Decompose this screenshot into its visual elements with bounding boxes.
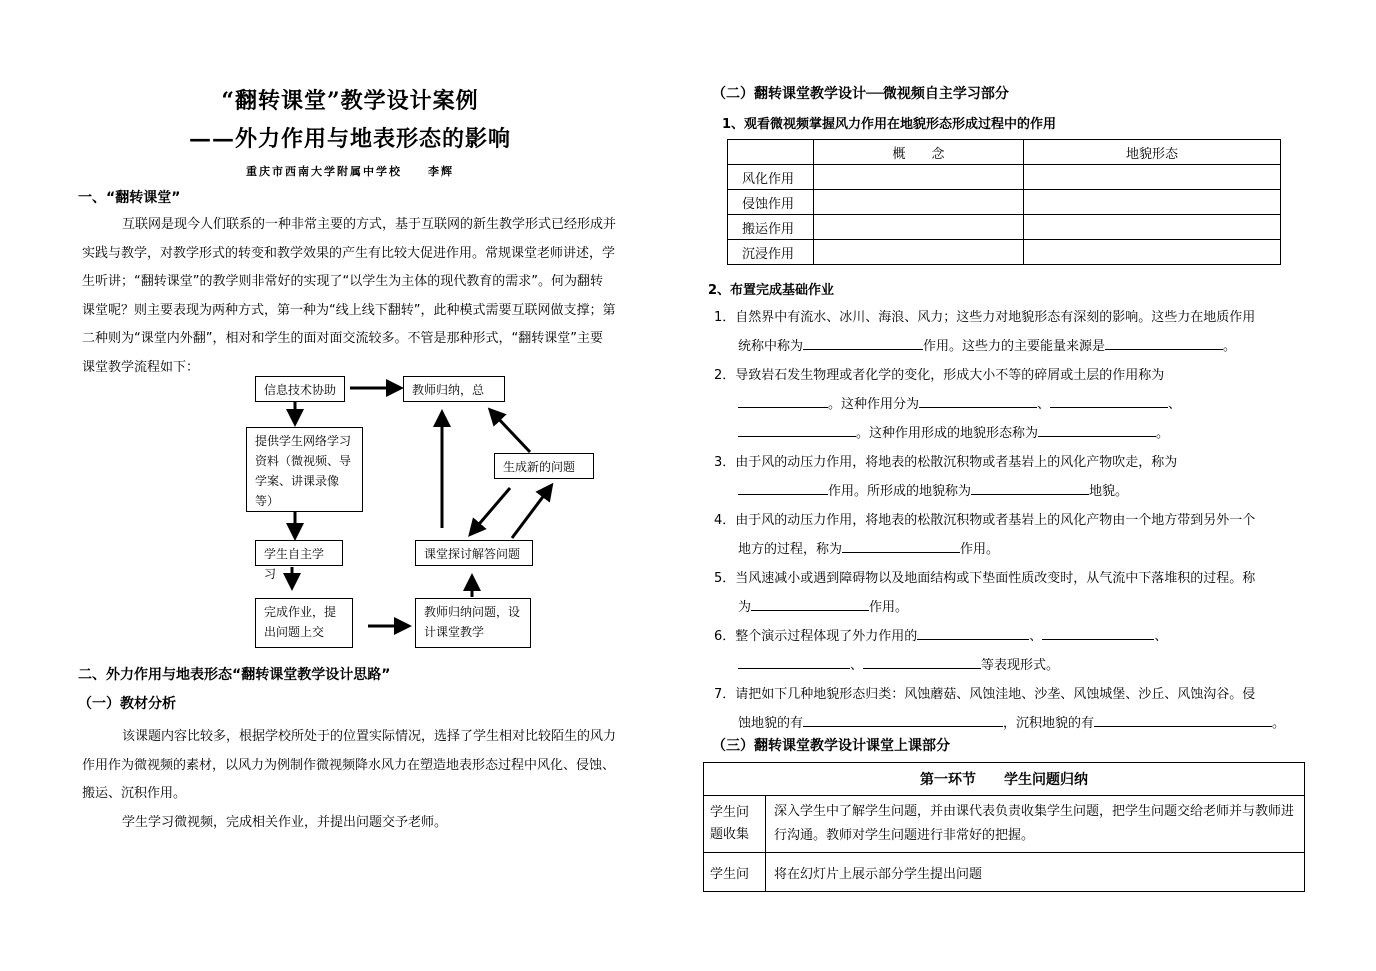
question-text: 、 [1037, 397, 1051, 412]
answer-blank[interactable] [738, 422, 856, 437]
answer-blank[interactable] [803, 712, 1003, 727]
author-line: 重庆市西南大学附属中学校 李辉 [246, 165, 454, 178]
row-content: 深入学生中了解学生问题，并由课代表负责收集学生问题，把学生问题交给老师并与教师进行沟通。教师对学生问题进行非常好的把握。 [766, 796, 1305, 853]
question-number: 1． [714, 310, 736, 325]
question-number: 3． [714, 455, 736, 470]
sub1-heading: （一）教材分析 [78, 696, 176, 712]
question-1-line2 [714, 332, 1314, 361]
question-text: 整个演示过程体现了外力作用的 [735, 629, 918, 644]
answer-blank[interactable] [842, 538, 960, 553]
row-label: 学生问题收集 [704, 796, 766, 853]
answer-blank[interactable] [1042, 625, 1154, 640]
table-row [728, 165, 1281, 190]
row-label: 学生问 [704, 853, 766, 892]
table-header-row [728, 140, 1281, 165]
exercise-list [714, 303, 1314, 738]
flow-box-self-study: 学生自主学习 [255, 540, 343, 566]
table-title-row [704, 763, 1305, 796]
item1-heading: 1、观看微视频掌握风力作用在地貌形态形成过程中的作用 [722, 117, 1057, 132]
table-row [728, 190, 1281, 215]
question-2-line3 [714, 419, 1314, 448]
question-text: 由于风的动压力作用，将地表的松散沉积物或者基岩上的风化产物由一个地方带到另外一个 [735, 513, 1256, 528]
question-3-line2 [714, 477, 1314, 506]
arrow-discussion-to-newq [512, 490, 548, 538]
question-text: 。 [1156, 426, 1170, 441]
question-5 [714, 564, 1314, 593]
section1-heading: 一、“翻转课堂” [78, 190, 181, 206]
document-subtitle: ——外力作用与地表形态的影响 [188, 126, 511, 152]
question-text: 地貌。 [1089, 484, 1129, 499]
answer-blank[interactable] [751, 596, 869, 611]
answer-blank[interactable] [919, 393, 1037, 408]
question-text: 自然界中有流水、冰川、海浪、风力；这些力对地貌形态有深刻的影响。这些力在地质作用 [735, 310, 1256, 325]
flow-box-new-questions: 生成新的问题 [494, 453, 594, 479]
question-text: 。 [1272, 716, 1286, 731]
concept-table [727, 139, 1281, 265]
flowchart [0, 0, 700, 660]
table-row [728, 240, 1281, 265]
concept-cell [814, 165, 1024, 190]
paragraph-line: 学生学习微视频，完成相关作业，并提出问题交予老师。 [122, 814, 448, 830]
question-text: 作用。这些力的主要能量来源是 [923, 339, 1106, 354]
flow-box-provide-materials: 提供学生网络学习资料（微视频、导学案、讲课录像等） [246, 427, 363, 512]
concept-cell [814, 190, 1024, 215]
concept-cell [814, 240, 1024, 265]
item2-heading: 2、布置完成基础作业 [708, 283, 835, 298]
question-text: 为 [738, 600, 752, 615]
question-4-line2 [714, 535, 1314, 564]
answer-blank[interactable] [917, 625, 1029, 640]
flow-box-info-tech: 信息技术协助 [255, 376, 345, 402]
answer-blank[interactable] [1050, 393, 1168, 408]
table-header-cell [728, 140, 814, 165]
answer-blank[interactable] [1038, 422, 1156, 437]
flow-box-teacher-design: 教师归纳问题，设计课堂教学 [415, 598, 531, 648]
row-label: 侵蚀作用 [728, 190, 814, 215]
table-row [704, 853, 1305, 892]
table-row [728, 215, 1281, 240]
concept-cell [814, 215, 1024, 240]
question-text: 作用。 [960, 542, 1000, 557]
heading-part3: （三）翻转课堂教学设计课堂上课部分 [712, 738, 950, 754]
question-4 [714, 506, 1314, 535]
row-label: 沉浸作用 [728, 240, 814, 265]
question-text: 蚀地貌的有 [738, 716, 804, 731]
landform-cell [1024, 215, 1281, 240]
sub1-paragraph [82, 723, 672, 837]
question-6 [714, 622, 1314, 651]
paragraph-line: 该课题内容比较多，根据学校所处于的位置实际情况，选择了学生相对比较陌生的风力 [122, 729, 617, 744]
answer-blank[interactable] [1105, 335, 1223, 350]
answer-blank[interactable] [1094, 712, 1272, 727]
paragraph-line: 实践与教学，对教学形式的转变和教学效果的产生有比较大促进作用。常规课堂老师讲述，学 [82, 245, 616, 261]
heading-part2: （二）翻转课堂教学设计──微视频自主学习部分 [712, 86, 1009, 102]
question-text: 导致岩石发生物理或者化学的变化，形成大小不等的碎屑或土层的作用称为 [735, 368, 1165, 383]
question-text: 作用。 [869, 600, 909, 615]
question-text: 由于风的动压力作用，将地表的松散沉积物或者基岩上的风化产物吹走，称为 [735, 455, 1178, 470]
question-1 [714, 303, 1314, 332]
paragraph-line: 生听讲；“翻转课堂”的教学则非常好的实现了“以学生为主体的现代教育的需求”。何为翻转 [82, 274, 603, 289]
flow-box-teacher-summary: 教师归纳，总 [403, 376, 505, 402]
question-text: 、 [1029, 629, 1043, 644]
landform-cell [1024, 240, 1281, 265]
flowchart-arrows [0, 0, 700, 660]
question-number: 4． [714, 513, 736, 528]
question-number: 6． [714, 629, 736, 644]
class-stage-table [703, 762, 1305, 892]
question-number: 5． [714, 571, 736, 586]
question-2 [714, 361, 1314, 390]
table-header-cell: 概 念 [814, 140, 1024, 165]
answer-blank[interactable] [738, 393, 828, 408]
question-text: 。这种作用分为 [828, 397, 920, 412]
question-text: 。这种作用形成的地貌形态称为 [856, 426, 1039, 441]
section2-heading: 二、外力作用与地表形态“翻转课堂教学设计思路” [78, 667, 391, 683]
table-header-cell: 地貌形态 [1024, 140, 1281, 165]
paragraph-line: 作用作为微视频的素材，以风力为例制作微视频降水风力在塑造地表形态过程中风化、侵蚀、 [82, 757, 616, 773]
paragraph-line: 搬运、沉积作用。 [82, 786, 187, 801]
question-number: 7． [714, 687, 736, 702]
arrow-newq-to-summary [494, 414, 530, 452]
answer-blank[interactable] [803, 335, 923, 350]
question-text: 。 [1223, 339, 1237, 354]
table-row [704, 796, 1305, 853]
document-title: “翻转课堂”教学设计案例 [221, 88, 479, 114]
paragraph-line: 互联网是现今人们联系的一种非常主要的方式，基于互联网的新生教学形式已经形成并 [122, 217, 617, 232]
question-text: 、 [850, 658, 864, 673]
stage-title: 第一环节 学生问题归纳 [704, 763, 1305, 796]
question-text: 作用。所形成的地貌称为 [828, 484, 972, 499]
question-text: 统称中称为 [738, 339, 804, 354]
landform-cell [1024, 165, 1281, 190]
question-text: 请把如下几种地貌形态归类：风蚀蘑菇、风蚀洼地、沙垄、风蚀城堡、沙丘、风蚀沟谷。侵 [735, 687, 1256, 702]
question-number: 2． [714, 368, 736, 383]
flow-box-class-discussion: 课堂探讨解答问题 [415, 540, 533, 566]
question-text: 、 [1154, 629, 1168, 644]
paragraph-line: 课堂呢？则主要表现为两种方式，第一种为“线上线下翻转”，此种模式需要互联网做支撑；第 [82, 302, 616, 318]
answer-blank[interactable] [738, 654, 850, 669]
question-7 [714, 680, 1314, 709]
question-text: 、 [1168, 397, 1182, 412]
question-3 [714, 448, 1314, 477]
question-text: 等表现形式。 [981, 658, 1060, 673]
question-text: ，沉积地貌的有 [1003, 716, 1095, 731]
paragraph-line: 课堂教学流程如下： [82, 359, 200, 375]
question-7-line2 [714, 709, 1314, 738]
arrow-newq-to-discussion [474, 488, 510, 530]
row-label: 风化作用 [728, 165, 814, 190]
row-label: 搬运作用 [728, 215, 814, 240]
answer-blank[interactable] [738, 480, 828, 495]
question-6-line2 [714, 651, 1314, 680]
question-text: 地方的过程，称为 [738, 542, 843, 557]
paragraph-line: 二种则为“课堂内外翻”，相对和学生的面对面交流较多。不管是那种形式，“翻转课堂”主要 [82, 331, 603, 346]
landform-cell [1024, 190, 1281, 215]
question-text: 当风速减小或遇到障碍物以及地面结构或下垫面性质改变时，从气流中下落堆积的过程。称 [735, 571, 1256, 586]
answer-blank[interactable] [863, 654, 981, 669]
answer-blank[interactable] [971, 480, 1089, 495]
flow-box-homework: 完成作业，提出问题上交 [255, 598, 353, 648]
question-5-line2 [714, 593, 1314, 622]
question-2-line2 [714, 390, 1314, 419]
row-content: 将在幻灯片上展示部分学生提出问题 [766, 853, 1305, 892]
